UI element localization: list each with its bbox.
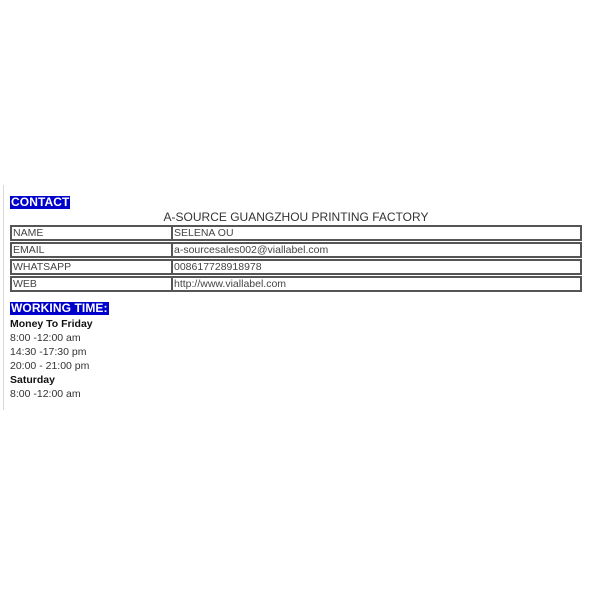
contact-heading: CONTACT <box>11 195 70 209</box>
weekday-slot: 14:30 -17:30 pm <box>10 346 87 358</box>
left-divider <box>3 185 4 410</box>
saturday-label: Saturday <box>10 374 55 386</box>
whatsapp-value: 008617728918978 <box>172 259 582 275</box>
weekday-slot: 20:00 - 21:00 pm <box>10 360 90 372</box>
whatsapp-label: WHATSAPP <box>10 259 172 275</box>
contact-table <box>10 224 582 293</box>
table-row <box>10 259 582 275</box>
web-label: WEB <box>10 276 172 292</box>
email-label: EMAIL <box>10 242 172 258</box>
working-hours <box>10 317 93 401</box>
weekday-label: Money To Friday <box>10 318 93 330</box>
name-value: SELENA OU <box>172 225 582 241</box>
table-row <box>10 276 582 292</box>
saturday-slot: 8:00 -12:00 am <box>10 388 81 400</box>
working-time-heading: WORKING TIME: <box>11 301 108 315</box>
web-link[interactable]: http://www.viallabel.com <box>172 276 582 292</box>
weekday-slot: 8:00 -12:00 am <box>10 332 81 344</box>
company-name: A-SOURCE GUANGZHOU PRINTING FACTORY <box>163 210 429 224</box>
name-label: NAME <box>10 225 172 241</box>
email-value[interactable]: a-sourcesales002@viallabel.com <box>172 242 582 258</box>
table-row <box>10 225 582 241</box>
table-row <box>10 242 582 258</box>
